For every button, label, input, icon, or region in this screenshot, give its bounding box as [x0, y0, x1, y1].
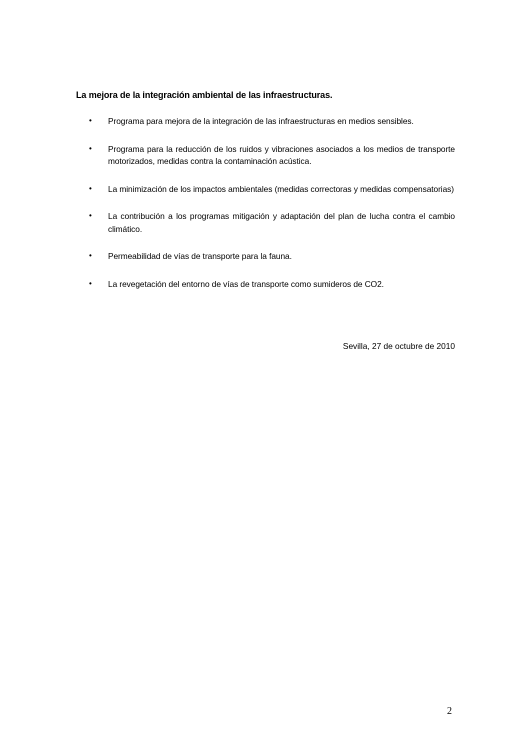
list-item-text: La minimización de los impactos ambientales (medidas correctoras y medidas compensatorias) [108, 183, 454, 194]
bullet-icon: • [89, 278, 92, 288]
page-number: 2 [447, 706, 452, 717]
list-item [89, 143, 455, 168]
list-item-text: Programa para la reducción de los ruidos y vibraciones asociados a los medios de transporte motorizados, medidas contra la contaminación acústica. [108, 143, 455, 166]
bullet-icon: • [89, 116, 92, 125]
list-item [89, 183, 455, 196]
section-heading: La mejora de la integración ambiental de las infraestructuras. [76, 90, 333, 100]
list-item-text: La revegetación del entorno de vías de transporte como sumideros de CO2. [108, 278, 384, 289]
list-item [89, 250, 455, 263]
list-item-text: Programa para mejora de la integración de las infraestructuras en medios sensibles. [108, 116, 414, 126]
bullet-icon: • [89, 211, 92, 220]
list-item-text: Permeabilidad de vías de transporte para la fauna. [108, 251, 292, 261]
date-signature: Sevilla, 27 de octubre de 2010 [342, 341, 455, 351]
list-item [89, 115, 455, 128]
list-item [89, 278, 455, 291]
bullet-icon: • [89, 251, 92, 260]
bullet-icon: • [89, 143, 92, 153]
list-item-text: La contribución a los programas mitigación y adaptación del plan de lucha contra el cambio climático. [108, 211, 455, 234]
bullet-list [89, 115, 455, 305]
list-item [89, 210, 455, 235]
bullet-icon: • [89, 183, 92, 193]
